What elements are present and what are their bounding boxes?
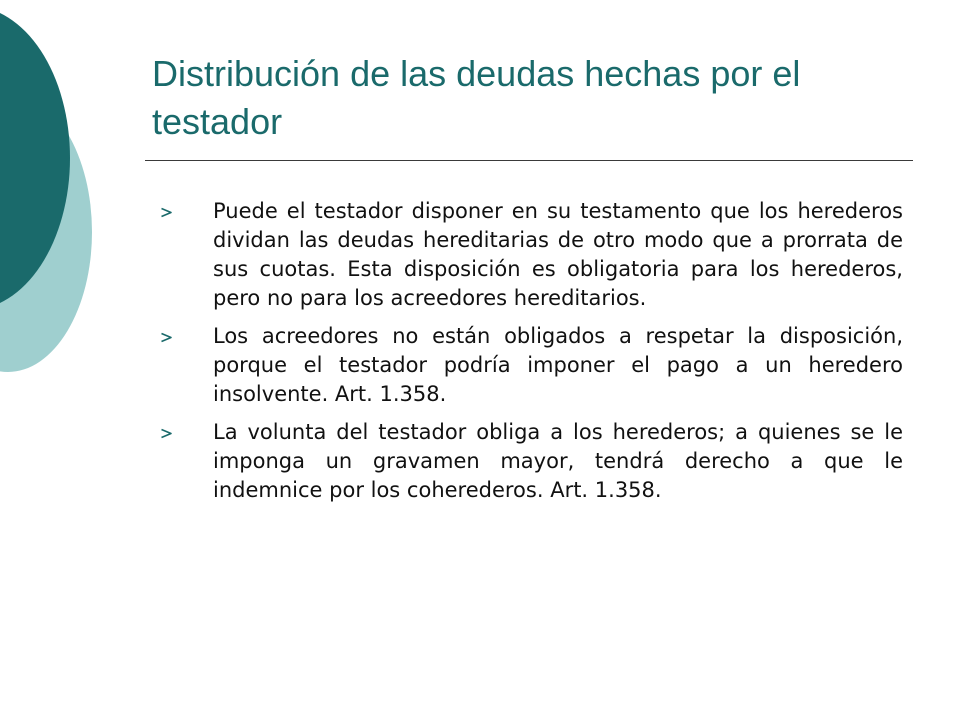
bullet-text: La volunta del testador obliga a los herederos; a quienes se le imponga un gravamen mayor, tendrá derecho a que le indemnice por los coherederos. Art. 1.358. <box>213 420 903 502</box>
bullet-text: Los acreedores no están obligados a respetar la disposición, porque el testador podría imponer el pago a un heredero insolvente. Art. 1.358. <box>213 324 903 406</box>
title-divider <box>145 160 913 161</box>
hollow-chevron-icon <box>160 428 173 439</box>
bullet-text: Puede el testador disponer en su testamento que los herederos dividan las deudas hereditarias de otro modo que a prorrata de sus cuotas. Esta disposición es obligatoria para los herederos, pero no para los acreedores hereditarios. <box>213 199 903 310</box>
hollow-chevron-icon <box>160 332 173 343</box>
bullet-item <box>0 418 960 505</box>
hollow-chevron-icon <box>160 207 173 218</box>
bullet-item <box>0 197 960 313</box>
bullet-item <box>0 322 960 409</box>
bullet-list <box>0 197 960 514</box>
slide-title: Distribución de las deudas hechas por el testador <box>152 53 801 142</box>
